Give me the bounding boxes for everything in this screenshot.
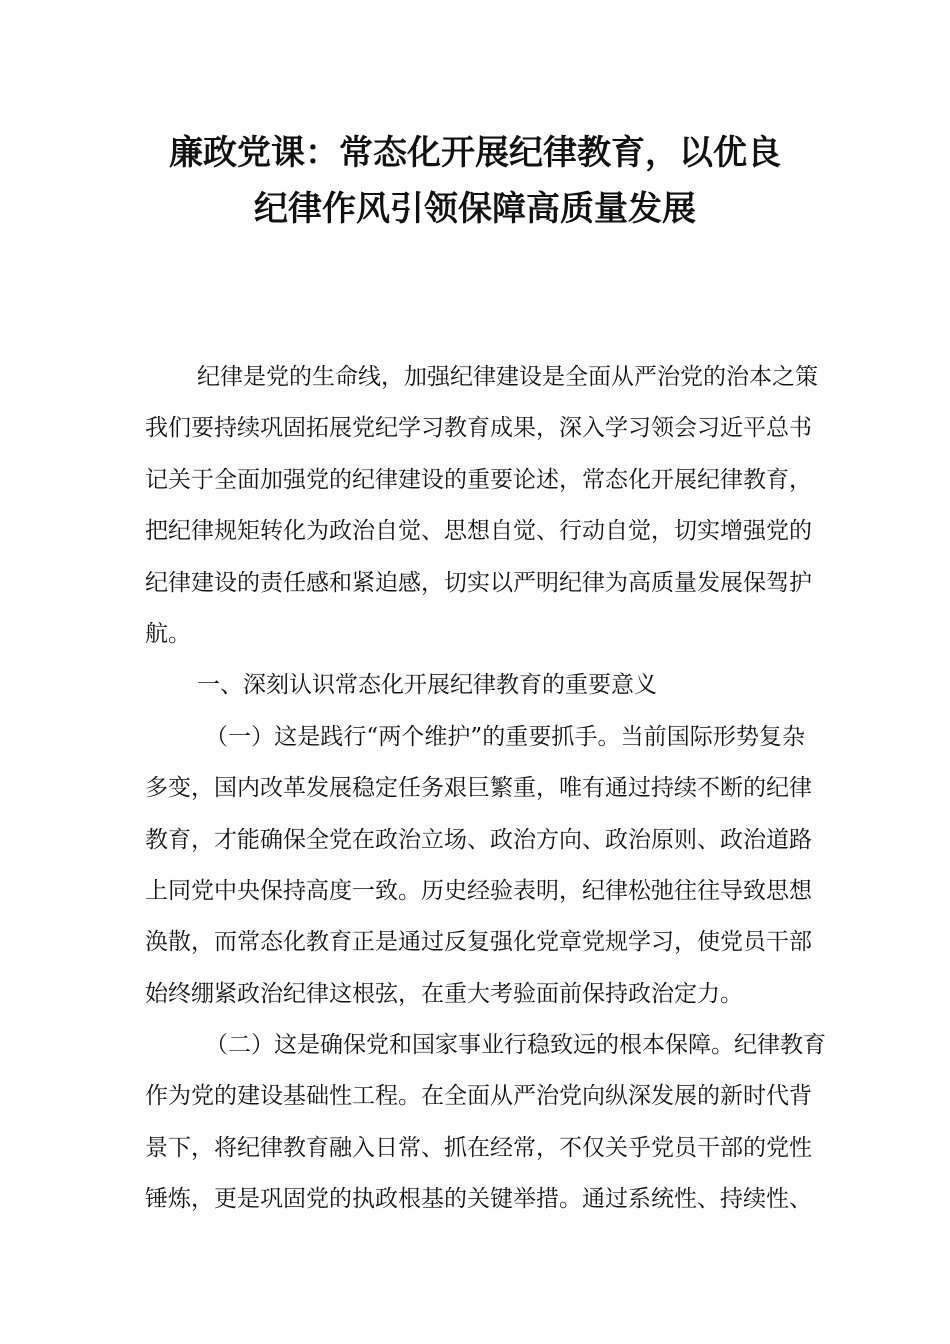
paragraph-line: 记关于全面加强党的纪律建设的重要论述，常态化开展纪律教育， [145,466,812,493]
title-line-1: 廉政党课：常态化开展纪律教育，以优良 [169,133,781,173]
paragraph-intro [145,352,818,660]
paragraph-line: 我们要持续巩固拓展党纪学习教育成果，深入学习领会习近平总书 [145,415,812,442]
paragraph-line: 始终绷紧政治纪律这根弦，在重大考验面前保持政治定力。 [145,980,743,1007]
paragraph-point-1 [145,712,812,1020]
document-title [90,125,860,237]
paragraph-line: 景下，将纪律教育融入日常、抓在经常，不仅关乎党员干部的党性 [145,1134,812,1161]
paragraph-line: 纪律建设的责任感和紧迫感，切实以严明纪律为高质量发展保驾护 [145,569,812,596]
paragraph-line: 航。 [145,620,191,647]
paragraph-line: 上同党中央保持高度一致。历史经验表明，纪律松弛往往导致思想 [145,877,812,904]
section-heading-text: 一、深刻认识常态化开展纪律教育的重要意义 [197,672,657,699]
paragraph-line: 把纪律规矩转化为政治自觉、思想自觉、行动自觉，切实增强党的 [145,518,812,545]
section-heading [145,660,805,711]
document-body [145,352,826,1226]
paragraph-line: 作为党的建设基础性工程。在全面从严治党向纵深发展的新时代背 [145,1083,812,1110]
paragraph-line: 多变，国内改革发展稳定任务艰巨繁重，唯有通过持续不断的纪律 [145,775,812,802]
paragraph-line: （一）这是践行“两个维护”的重要抓手。当前国际形势复杂 [205,723,805,750]
paragraph-line: 教育，才能确保全党在政治立场、政治方向、政治原则、政治道路 [145,826,812,853]
title-line-2: 纪律作风引领保障高质量发展 [254,189,696,229]
paragraph-line: 锤炼，更是巩固党的执政根基的关键举措。通过系统性、持续性、 [145,1186,812,1213]
paragraph-line: （二）这是确保党和国家事业行稳致远的根本保障。纪律教育 [205,1032,826,1059]
paragraph-line: 涣散，而常态化教育正是通过反复强化党章党规学习，使党员干部 [145,929,812,956]
paragraph-line: 纪律是党的生命线，加强纪律建设是全面从严治党的治本之策 [197,364,818,390]
paragraph-point-2 [145,1020,826,1226]
